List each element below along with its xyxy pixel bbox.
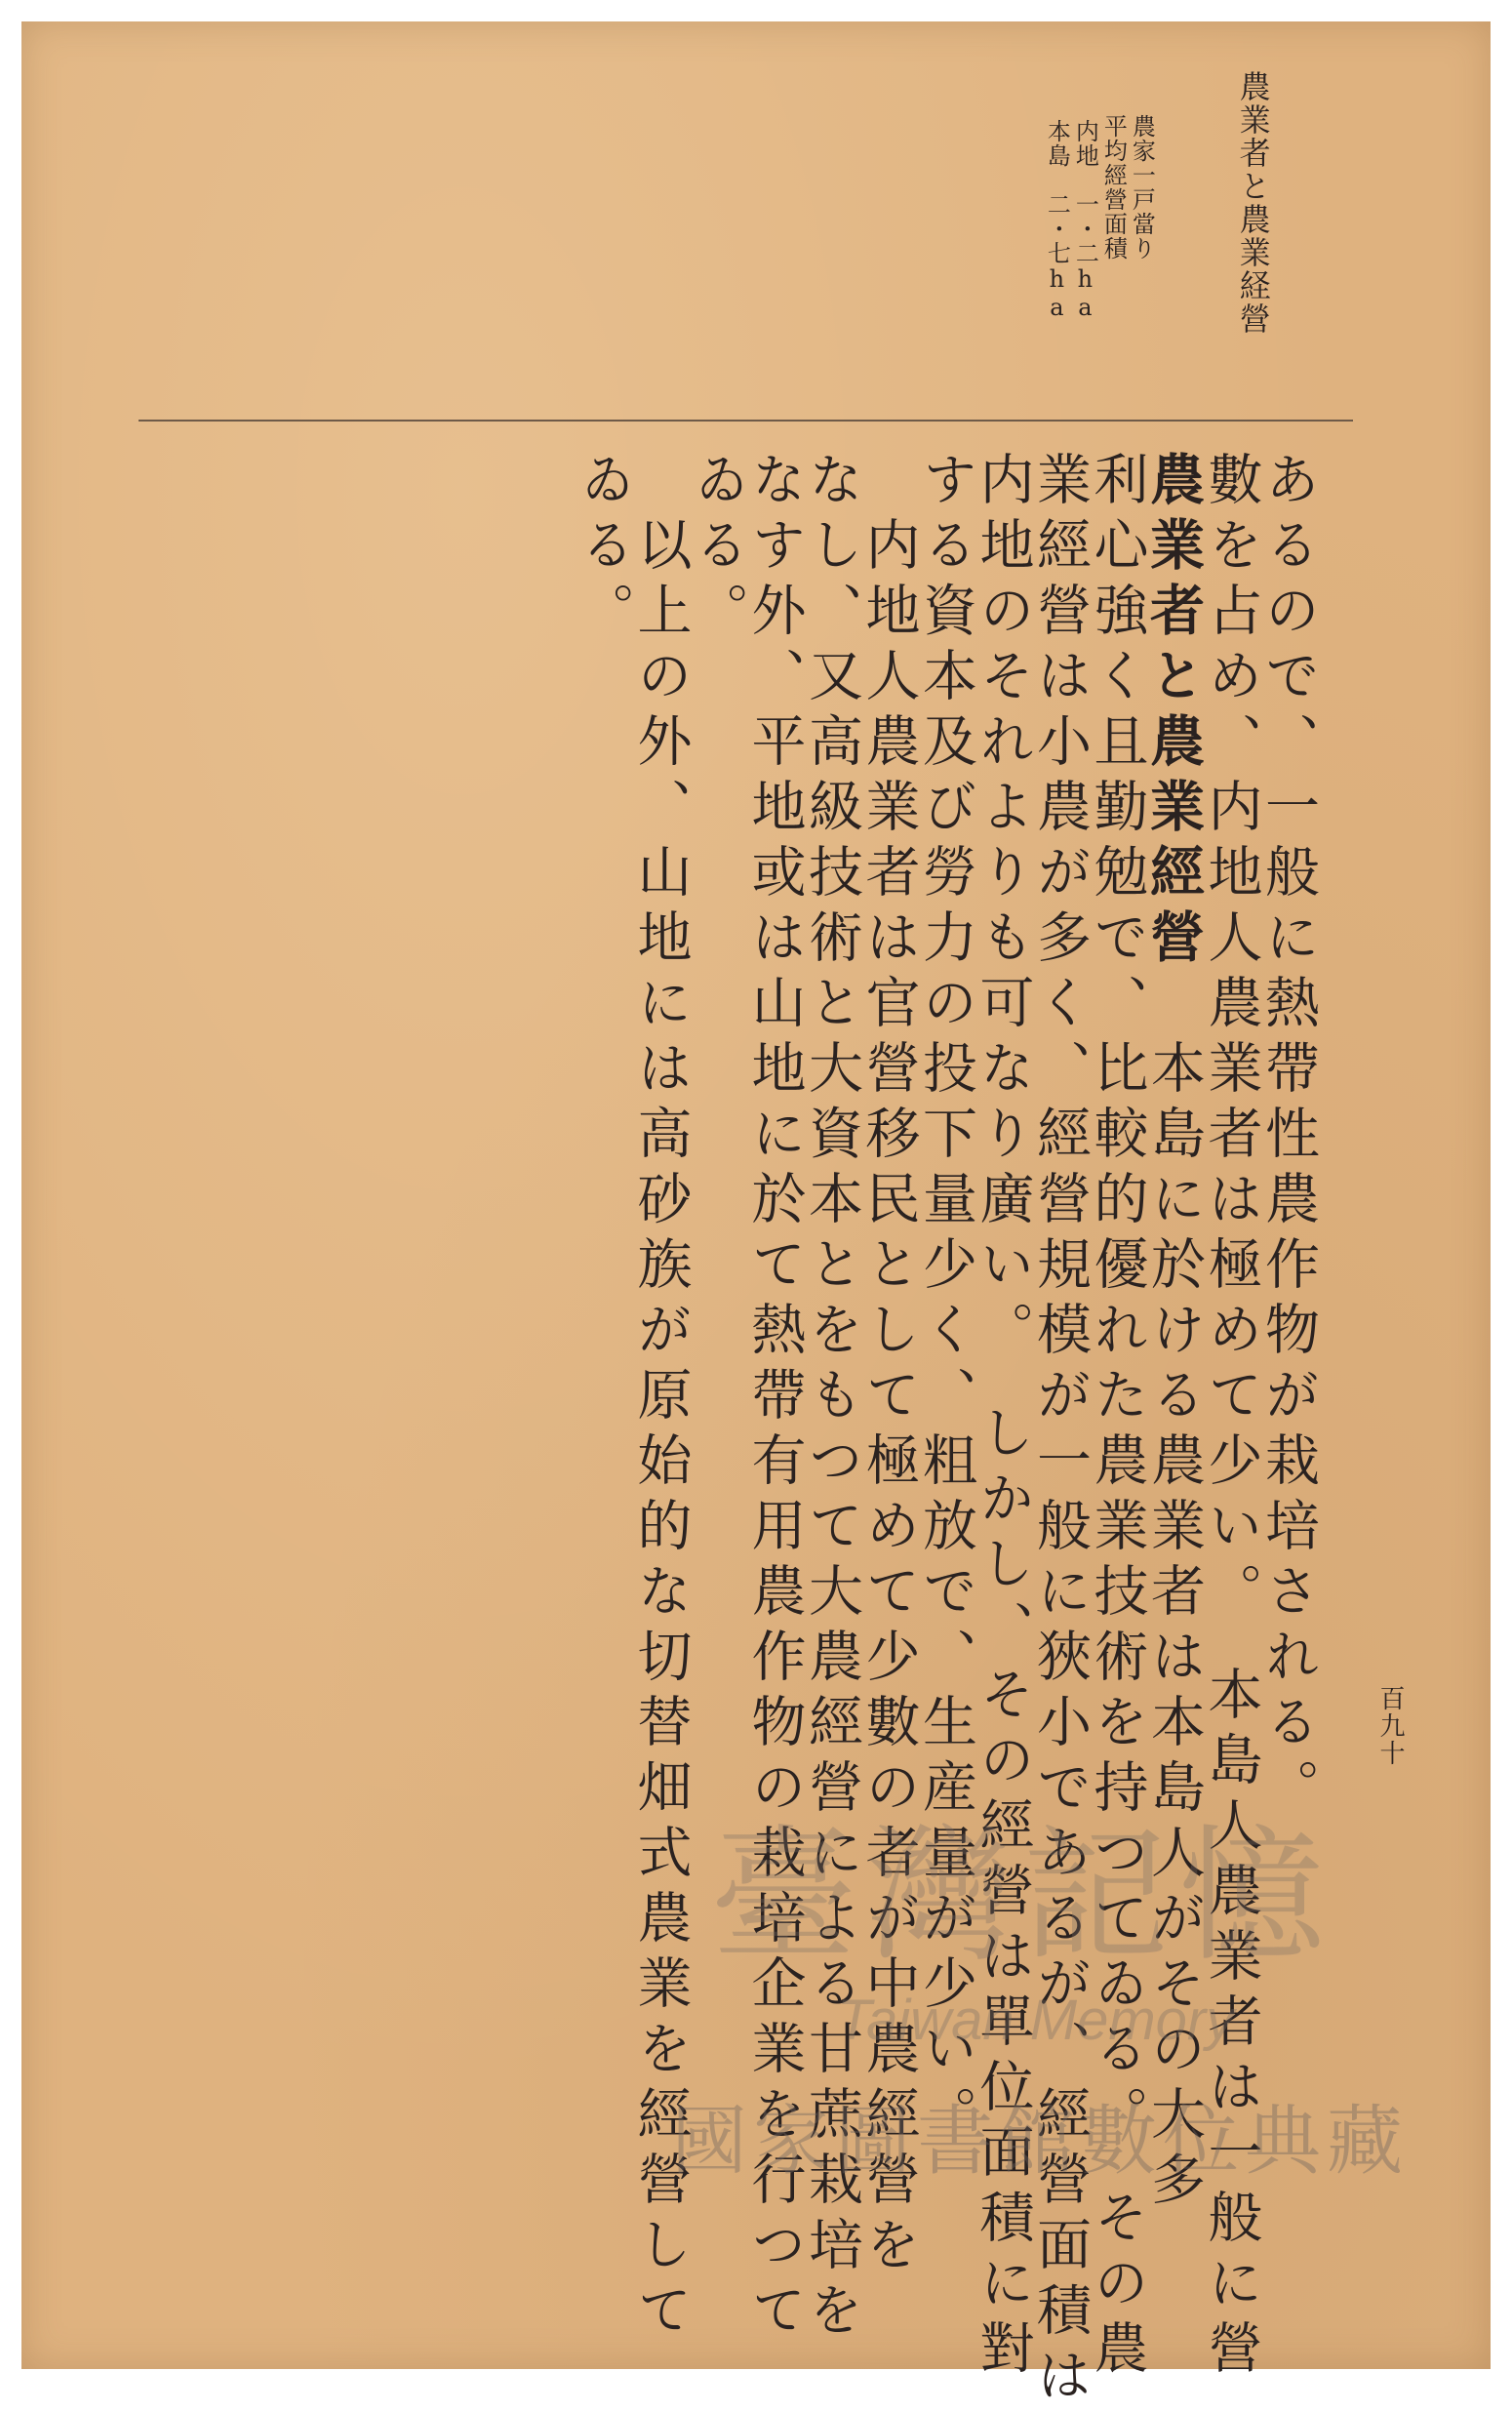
body-line (1141, 451, 1206, 2216)
body-text-run: する資本及び勞力の投下量少く、粗放で、生産量が少い。 (914, 451, 977, 2151)
body-text-run: 以上の外、山地には高砂族が原始的な切替畑式農業を經營して (628, 451, 693, 2347)
body-line (1028, 451, 1092, 2412)
body-line (686, 451, 749, 647)
body-text-run: なす外、平地或は山地に於て熱帶有用農作物の栽培企業を行つて (742, 451, 807, 2347)
watermark-english: Taiwan Memory (837, 1989, 1235, 2052)
body-line (572, 451, 635, 647)
body-text-run: 内地のそれよりも可なり廣い。 しかし、その經營は單位面積に對 (971, 451, 1035, 2385)
body-text-run: 利心強く且勤勉で、比較的優れた農業技術を持つてゐる。 その農 (1085, 451, 1149, 2385)
body-line (856, 451, 921, 2281)
body-line (1085, 451, 1149, 2385)
body-text-run: ゐる。 (686, 451, 749, 647)
body-text-run: なし、又高級技術と大資本とをもつて大農經營による甘蔗栽培を (800, 451, 863, 2347)
section-heading: 農業者と農業經營 (1141, 451, 1206, 974)
body-line (1256, 451, 1320, 1824)
body-text-run: 内地人農業者は官營移民として極めて少數の者が中農經營を (856, 451, 921, 2281)
watermark-chinese: 國家圖書館數位典藏 (671, 2098, 1410, 2186)
body-line (800, 451, 863, 2347)
body-line (628, 451, 693, 2347)
body-line (1199, 451, 1263, 2385)
body-text-run: あるので、一般に熱帶性農作物が栽培される。 (1256, 451, 1320, 1824)
watermark-logo: 臺灣記憶 (710, 1812, 1335, 1982)
body-text (21, 21, 1491, 2412)
margin-heading: 農業者と農業経營 (1234, 70, 1272, 336)
page-paper (21, 21, 1491, 2412)
margin-note-line: 内地 一・二ha (1071, 119, 1099, 322)
margin-note-line: 本島 二・七ha (1043, 119, 1071, 322)
body-text-run: 本島に於ける農業者は本島人がその大多 (1142, 974, 1206, 2216)
body-text-run: 業經營は小農が多く、經營規模が一般に狹小であるが、經營面積は (1028, 451, 1092, 2412)
page-number: 百九十 (1375, 1685, 1405, 1767)
body-line (914, 451, 977, 2151)
body-text-run: ゐる。 (572, 451, 635, 647)
margin-note-line: 平均經營面積 (1099, 114, 1128, 261)
body-line (971, 451, 1035, 2385)
body-text-run: 數を占め、内地人農業者は極めて少い。 本島人農業者は一般に營 (1199, 451, 1263, 2385)
body-line (742, 451, 807, 2347)
margin-note-line: 農家一戸當り (1128, 114, 1156, 261)
